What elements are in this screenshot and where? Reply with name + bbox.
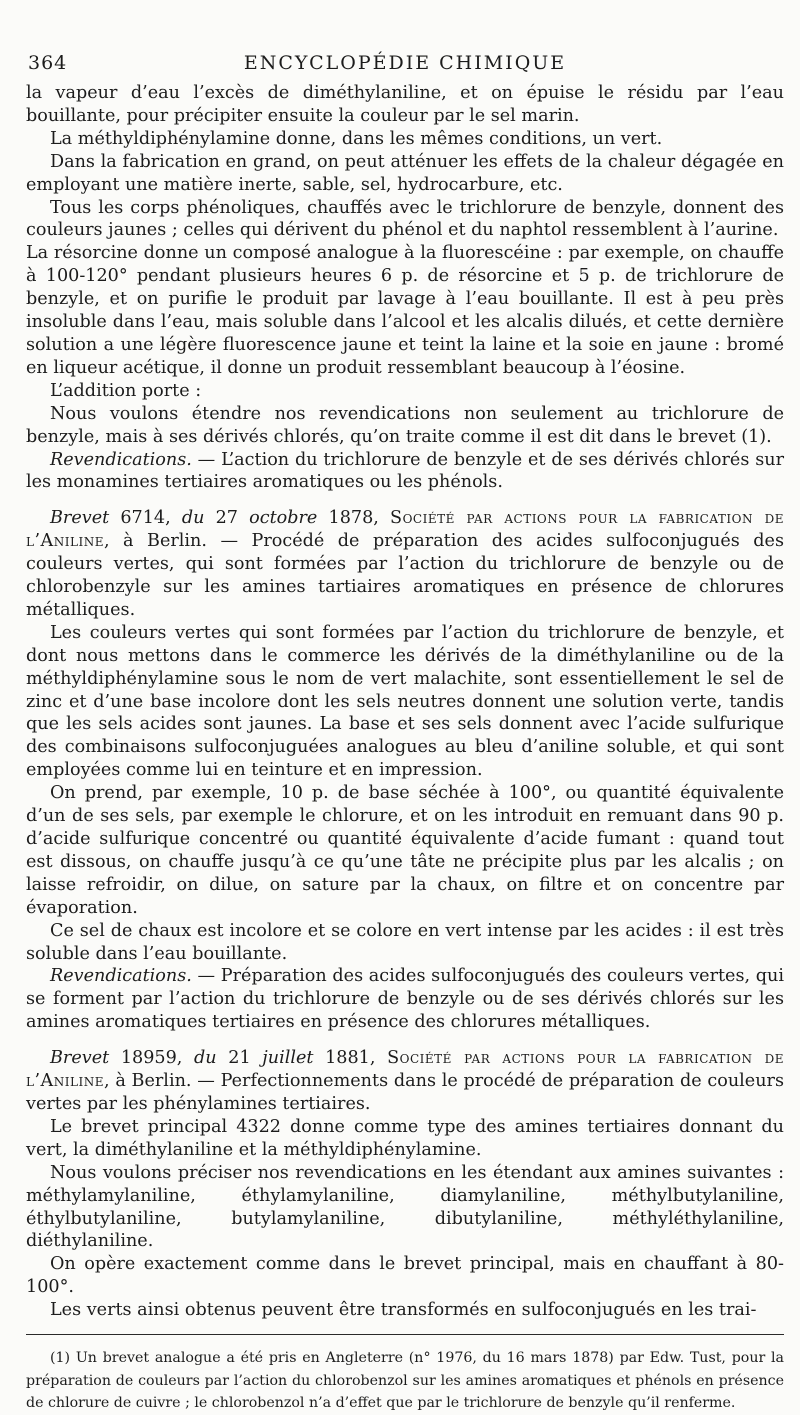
- brevet-year: 1881,: [313, 1048, 388, 1069]
- brevet-day: 27: [204, 508, 250, 529]
- paragraph: La méthyldiphénylamine donne, dans les mêmes conditions, un vert.: [50, 128, 663, 149]
- brevet-number: 18959,: [109, 1048, 195, 1069]
- revendications-paragraph: [26, 449, 784, 495]
- brevet-month: juillet: [262, 1048, 314, 1069]
- paragraph: Le brevet principal 4322 donne comme type des amines tertiaires donnant du vert, la diméthylaniline et la méthyldiphénylamine.: [26, 1116, 784, 1160]
- body-text: [26, 82, 784, 1322]
- patent-heading: [26, 507, 784, 622]
- paragraph: Les verts ainsi obtenus peuvent être transformés en sulfoconjugués en les trai-: [50, 1300, 757, 1321]
- paragraph: On prend, par exemple, 10 p. de base séchée à 100°, ou quantité équivalente d’un de ses sels, par exemple le chlorure, et on les introduit en remuant dans 90 p. d’acide sulfurique concentré ou quantité équivalente d’acide fumant : quand tout est dissous, on chauffe jusqu’à ce qu’une tâte ne précipite plus par les alcalis ; on laisse refroidir, on dilue, on sature par la chaux, on filtre et on concentre par évaporation.: [26, 783, 784, 918]
- paragraph: Nous voulons préciser nos revendications en les étendant aux amines suivantes : méthylamylaniline, éthylamylaniline, diamylaniline, méthylbutylaniline, éthylbutylaniline, butylamylaniline, dibutylaniline, méthyléthylaniline, diéthylaniline.: [26, 1162, 784, 1252]
- page-header: [26, 52, 784, 82]
- running-title: ENCYCLOPÉDIE CHIMIQUE: [243, 52, 567, 74]
- company-name: Société par actions pour la fabrication de l’Aniline: [26, 1048, 784, 1092]
- company-name: Société par actions pour la fabrication de l’Aniline: [26, 508, 784, 552]
- revendications-label: Revendications.: [50, 966, 192, 987]
- brevet-month: octobre: [249, 508, 318, 529]
- paragraph: On opère exactement comme dans le brevet principal, mais en chauffant à 80-100°.: [26, 1254, 784, 1298]
- paragraph: Les couleurs vertes qui sont formées par l’action du trichlorure de benzyle, et dont nous mettons dans le commerce les dérivés de la diméthylaniline ou de la méthyldiphénylamine sous le nom de vert malachite, sont essentiellement le sel de zinc et d’une base incolore dont les sels neutres donnent une solution verte, tandis que les sels acides sont jaunes. La base et ses sels donnent avec l’acide sulfurique des combinaisons sulfoconjuguées analogues au bleu d’aniline soluble, et qui sont employées comme lui en teinture et en impression.: [26, 622, 784, 781]
- paragraph: La résorcine donne un composé analogue à la fluorescéine : par exemple, on chauffe à 100-120° pendant plusieurs heures 6 p. de résorcine et 5 p. de trichlorure de benzyle, et on purifie le produit par lavage à l’eau bouillante. Il est à peu près insoluble dans l’eau, mais soluble dans l’alcool et les alcalis dilués, et cette dernière solution a une légère fluorescence jaune et teint la laine et la soie en jaune : bromé en liqueur acétique, il donne un produit ressemblant beaucoup à l’éosine.: [26, 243, 784, 378]
- paragraph: L’addition porte :: [50, 380, 202, 401]
- patent-description: , à Berlin. — Perfectionnements dans le procédé de préparation de couleurs vertes par les phénylamines tertiaires.: [26, 1071, 784, 1114]
- page-number: 364: [28, 52, 68, 74]
- brevet-year: 1878,: [317, 508, 391, 529]
- patent-description: , à Berlin. — Procédé de préparation des acides sulfoconjugués des couleurs vertes, qui sont formées par l’action du trichlorure de benzyle ou de chlorobenzyle sur les amines tartiaires aromatiques en présence de chlorures métalliques.: [26, 531, 784, 620]
- paragraph: Nous voulons étendre nos revendications non seulement au trichlorure de benzyle, mais à ses dérivés chlorés, qu’on traite comme il est dit dans le brevet (1).: [26, 403, 784, 447]
- footnote: (1) Un brevet analogue a été pris en Angleterre (n° 1976, du 16 mars 1878) par Edw. Tust, pour la préparation de couleurs par l’action du chlorobenzol sur les amines aromatiques et phénols en présence de chlorure de cuivre ; le chlorobenzol n’a d’effet que par le trichlorure de benzyle qu’il renferme.: [26, 1350, 784, 1412]
- revendications-paragraph: [26, 965, 784, 1034]
- document-page: [26, 52, 784, 1415]
- brevet-du: du: [194, 1048, 217, 1069]
- brevet-day: 21: [216, 1048, 263, 1069]
- brevet-number: 6714,: [109, 508, 182, 529]
- revendications-label: Revendications.: [50, 449, 192, 470]
- paragraph: Ce sel de chaux est incolore et se colore en vert intense par les acides : il est très soluble dans l’eau bouillante.: [26, 920, 784, 964]
- brevet-du: du: [181, 508, 205, 529]
- brevet-label: Brevet: [50, 508, 110, 529]
- paragraph: la vapeur d’eau l’excès de diméthylaniline, et on épuise le résidu par l’eau bouillante, pour précipiter ensuite la couleur par le sel marin.: [26, 83, 784, 126]
- paragraph: Dans la fabrication en grand, on peut atténuer les effets de la chaleur dégagée en employant une matière inerte, sable, sel, hydrocarbure, etc.: [26, 151, 784, 195]
- revendications-text: — L’action du trichlorure de benzyle et de ses dérivés chlorés sur les monamines tertiaires aromatiques ou les phénols.: [26, 449, 784, 493]
- brevet-label: Brevet: [50, 1048, 110, 1069]
- footnote-divider: [26, 1334, 784, 1335]
- patent-heading: [26, 1047, 784, 1116]
- revendications-text: — Préparation des acides sulfoconjugués des couleurs vertes, qui se forment par l’action du trichlorure de benzyle ou de ses dérivés chlorés sur les amines aromatiques tertiaires en présence des chlorures métalliques.: [26, 966, 784, 1033]
- paragraph: Tous les corps phénoliques, chauffés avec le trichlorure de benzyle, donnent des couleurs jaunes ; celles qui dérivent du phénol et du naphtol ressemblent à l’aurine.: [26, 197, 784, 241]
